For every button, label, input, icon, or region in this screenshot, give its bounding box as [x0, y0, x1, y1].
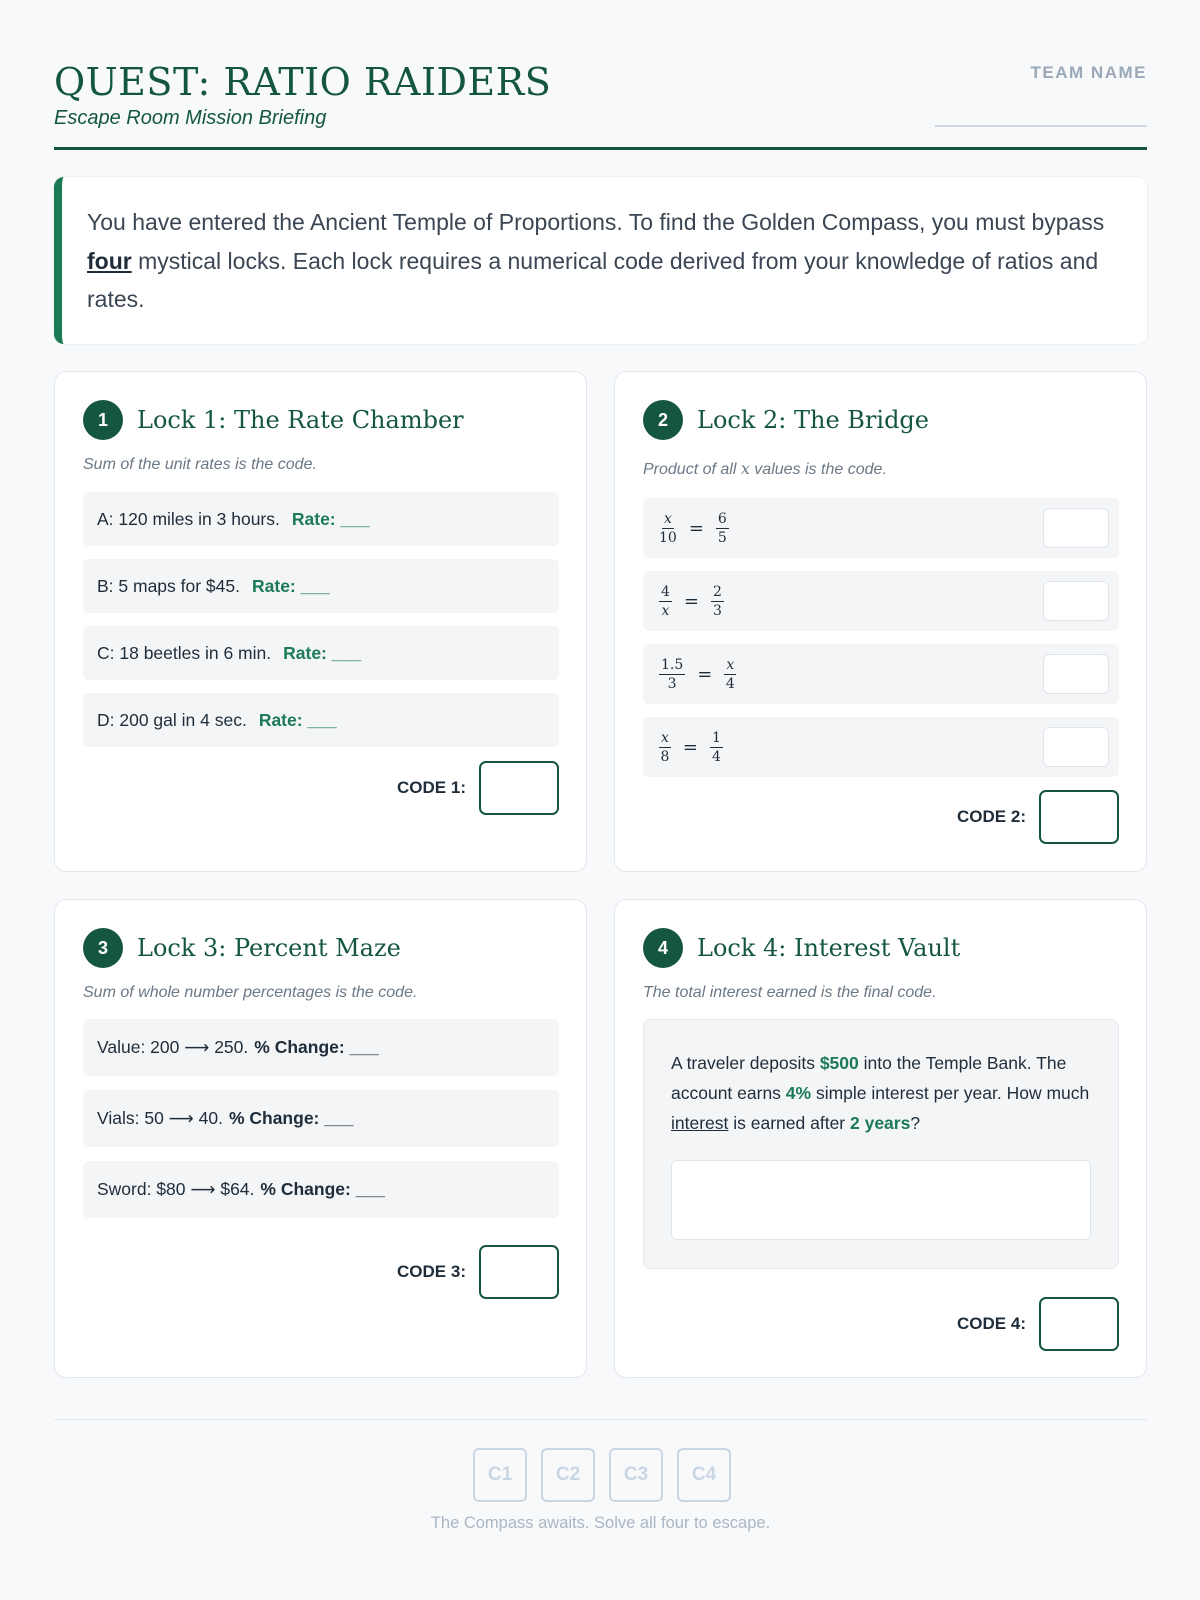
- lock-2-hint: [643, 459, 887, 479]
- code-2-input[interactable]: [1039, 790, 1119, 844]
- lock-4-title: Lock 4: Interest Vault: [697, 934, 961, 962]
- team-name-label: TEAM NAME: [1030, 63, 1147, 82]
- code-4-input[interactable]: [1039, 1297, 1119, 1351]
- proportion-row: [643, 498, 1119, 558]
- lock-4-card: [614, 899, 1147, 1378]
- code-3-label: CODE 3:: [397, 1262, 466, 1281]
- work-space-input[interactable]: [671, 1160, 1091, 1240]
- proportion-row: [643, 644, 1119, 704]
- answer-input[interactable]: [1043, 727, 1109, 767]
- interest-rate: 4%: [785, 1083, 812, 1103]
- lock-1-card: [54, 371, 587, 872]
- rate-blank[interactable]: Rate: ___: [283, 642, 361, 663]
- rate-problem-row: [83, 559, 559, 613]
- answer-input[interactable]: [1043, 581, 1109, 621]
- code-4-label: CODE 4:: [957, 1314, 1026, 1333]
- code-chips: [473, 1448, 731, 1502]
- lock-4-hint: The total interest earned is the final code.: [643, 984, 937, 1001]
- header: [54, 0, 1147, 150]
- lock-1-title: Lock 1: The Rate Chamber: [137, 406, 464, 434]
- lock-3-hint: Sum of whole number percentages is the code.: [83, 984, 418, 1001]
- percent-change-blank[interactable]: % Change: ___: [260, 1179, 385, 1199]
- code-1-label: CODE 1:: [397, 778, 466, 797]
- interest-problem-panel: [643, 1019, 1119, 1269]
- code-2-label: CODE 2:: [957, 807, 1026, 826]
- answer-input[interactable]: [1043, 654, 1109, 694]
- interest-word: interest: [671, 1113, 729, 1133]
- time-period: 2 years: [850, 1113, 911, 1133]
- rate-problem-text: A: 120 miles in 3 hours.: [97, 508, 280, 529]
- code-1-input[interactable]: [479, 761, 559, 815]
- rate-problem-row: [83, 626, 559, 680]
- code-chip-3[interactable]: C3: [609, 1448, 663, 1502]
- intro-text-part2: mystical locks. Each lock requires a numerical code derived from your knowledge of ratios and rates.: [87, 247, 1099, 312]
- intro-text-part1: You have entered the Ancient Temple of Proportions. To find the Golden Compass, you must bypass: [87, 209, 1105, 235]
- percent-change-blank[interactable]: % Change: ___: [228, 1108, 354, 1128]
- intro-callout: [54, 177, 1147, 344]
- proportion-equation: $\frac{x}{8}$ = $\frac{1}{4}$: [660, 729, 721, 765]
- footer-text: The Compass awaits. Solve all four to escape.: [430, 1514, 771, 1532]
- rate-blank[interactable]: Rate: ___: [258, 709, 337, 730]
- footer-divider: [54, 1419, 1147, 1420]
- lock-number-badge: 1: [83, 400, 123, 440]
- rate-problem-row: [83, 693, 559, 747]
- rate-blank[interactable]: Rate: ___: [291, 508, 370, 529]
- lock-3-card: [54, 899, 587, 1378]
- code-chip-4[interactable]: C4: [677, 1448, 731, 1502]
- rate-problem-text: C: 18 beetles in 6 min.: [97, 642, 272, 663]
- code-chip-2[interactable]: C2: [541, 1448, 595, 1502]
- principal-amount: $500: [819, 1053, 859, 1073]
- rate-problem-text: B: 5 maps for $45.: [97, 575, 240, 596]
- proportion-row: [643, 717, 1119, 777]
- percent-problem-text: Value: 200 ⟶ 250.: [97, 1037, 249, 1057]
- lock-2-card: [614, 371, 1147, 872]
- lock-number-badge: 2: [643, 400, 683, 440]
- lock-3-header: [83, 928, 401, 968]
- team-name-field[interactable]: [935, 125, 1147, 127]
- lock-number-badge: 3: [83, 928, 123, 968]
- percent-problem-row: [83, 1161, 559, 1218]
- code-chip-1[interactable]: C1: [473, 1448, 527, 1502]
- lock-1-hint: Sum of the unit rates is the code.: [83, 456, 317, 473]
- percent-change-blank[interactable]: % Change: ___: [254, 1037, 379, 1057]
- percent-problem-text: Sword: $80 ⟶ $64.: [97, 1179, 255, 1199]
- proportion-equation: $\frac{x}{10}$ = $\frac{6}{5}$: [659, 510, 727, 546]
- page-title: QUEST: RATIO RAIDERS: [54, 60, 552, 104]
- page-subtitle: Escape Room Mission Briefing: [54, 107, 327, 129]
- worksheet-page: [54, 0, 1147, 1532]
- percent-problem-row: [83, 1090, 559, 1147]
- code-3-input[interactable]: [479, 1245, 559, 1299]
- percent-problem-row: [83, 1019, 559, 1076]
- lock-1-header: [83, 400, 464, 440]
- lock-2-header: [643, 400, 929, 440]
- answer-input[interactable]: [1043, 508, 1109, 548]
- hint-prefix: Product of all: [643, 461, 741, 478]
- lock-3-title: Lock 3: Percent Maze: [137, 934, 401, 962]
- intro-emphasis: four: [87, 247, 132, 274]
- hint-variable: x: [740, 459, 750, 478]
- percent-problem-text: Vials: 50 ⟶ 40.: [97, 1108, 223, 1128]
- hint-suffix: values is the code.: [749, 461, 887, 478]
- rate-problem-text: D: 200 gal in 4 sec.: [97, 709, 247, 730]
- proportion-row: [643, 571, 1119, 631]
- interest-problem-text: A traveler deposits $500 into the Temple Bank. The account earns 4% simple interest per year. How much interest is earned after 2 years?: [671, 1053, 1090, 1133]
- rate-problem-row: [83, 492, 559, 546]
- lock-number-badge: 4: [643, 928, 683, 968]
- proportion-equation: $\frac{1.5}{3}$ = $\frac{x}{4}$: [661, 656, 735, 692]
- rate-blank[interactable]: Rate: ___: [252, 575, 330, 596]
- lock-2-title: Lock 2: The Bridge: [697, 406, 929, 434]
- lock-4-header: [643, 928, 960, 968]
- proportion-equation: $\frac{4}{x}$ = $\frac{2}{3}$: [661, 583, 722, 619]
